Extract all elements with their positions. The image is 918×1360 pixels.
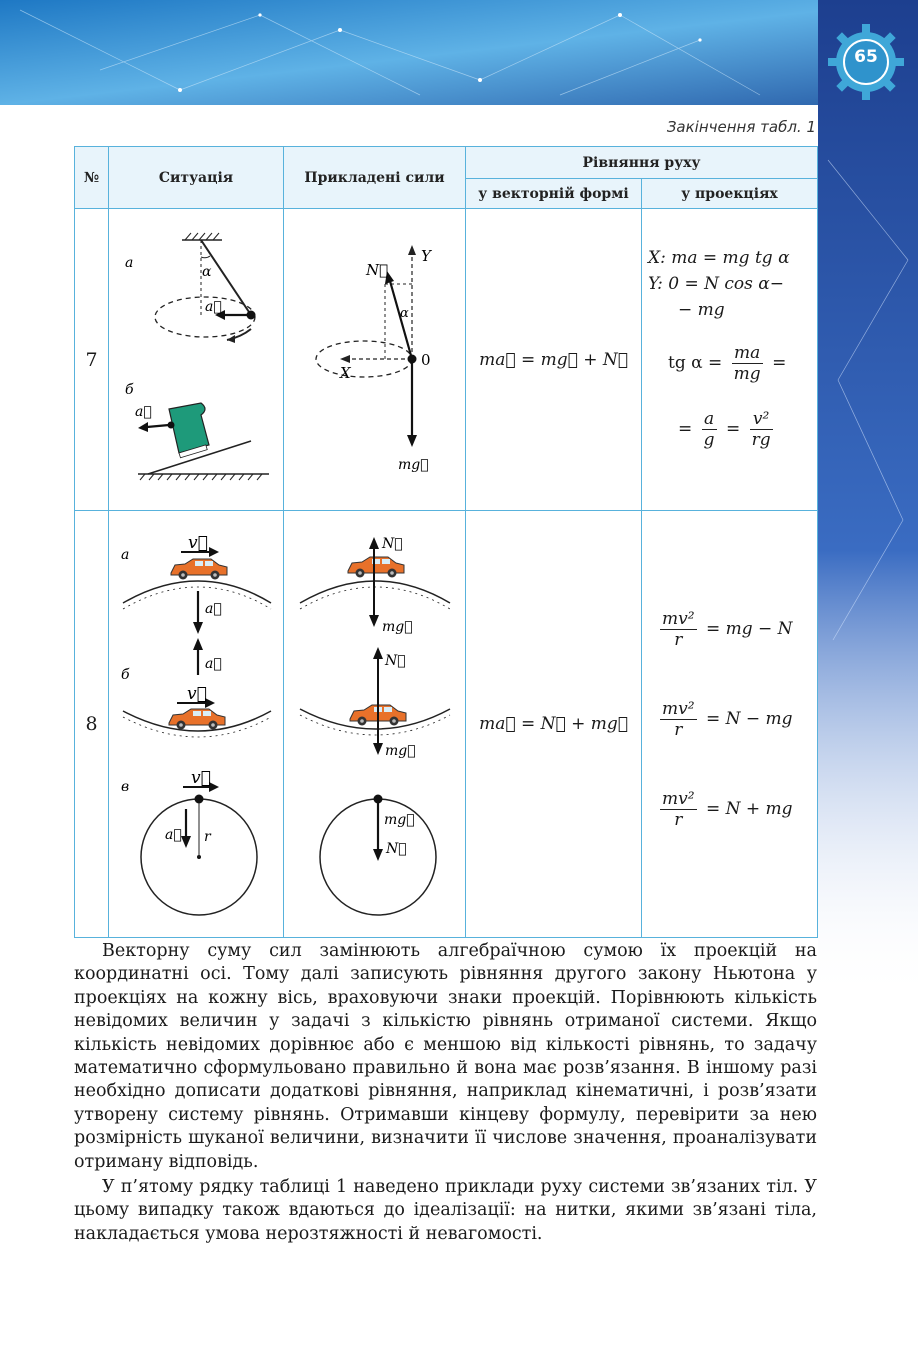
equals-sign: = bbox=[678, 419, 693, 439]
forces-diagram-8 bbox=[284, 511, 466, 933]
velocity-symbol: v⃗ bbox=[191, 768, 211, 788]
forces-cell bbox=[284, 511, 466, 938]
table-row bbox=[75, 209, 818, 511]
label-a: а bbox=[125, 255, 134, 271]
alpha-force-symbol: α bbox=[400, 306, 409, 321]
header-forces: Прикладені сили bbox=[284, 147, 466, 209]
projection-cell-8 bbox=[642, 511, 818, 938]
header-vector-form: у векторній формі bbox=[466, 179, 642, 209]
radius-symbol: r bbox=[204, 829, 211, 845]
proj-eq-loop: $\frac{\text{mv²}}{r}$ = N + mg bbox=[662, 789, 793, 830]
motion-table bbox=[74, 146, 818, 938]
car-icon bbox=[348, 557, 404, 578]
label-c: в bbox=[121, 779, 130, 795]
header-situation: Ситуація bbox=[109, 147, 284, 209]
paragraph: Векторну суму сил замінюють алгебраїчною сумою їх проекцій на координатні осі. Тому далі записують рівняння другого закону Ньютона у проекціях на кожну вісь, враховуючи знаки проекцій. Порівнюють кількість невідомих величин у задачі з кількістю рівнянь отриманої системи. Якщо кількість невідомих дорівнює або є меншою від кількості рівнянь, то задачу математично сформульовано правильно й вона має розв’язання. В іншому разі необхідно дописати додаткові рівняння, наприклад кінематичні, і розв’язати утворену систему рівнянь. Отримавши кінцеву формулу, перевірити за нею розмірність шуканої величини, визначити її числове значення, проаналізувати отриману відповідь. bbox=[74, 941, 817, 1172]
alpha-symbol: α bbox=[202, 264, 212, 280]
force-n-label: N⃗ bbox=[382, 536, 403, 552]
proj-y-eq-cont: − mg bbox=[678, 300, 725, 320]
force-n-label: N⃗ bbox=[386, 841, 407, 857]
accel-symbol-b: a⃗ bbox=[135, 404, 152, 420]
vector-equation-7: ma⃗ = mg⃗ + N⃗ bbox=[466, 209, 642, 511]
header-banner bbox=[0, 0, 918, 120]
accel-symbol-a: a⃗ bbox=[205, 299, 222, 315]
paragraph: У п’ятому рядку таблиці 1 наведено приклади руху системи зв’язаних тіл. У цьому випадку також вдаються до ідеалізації: на нитки, якими зв’язані тіла, накладається умова нерозтяжності й невагомості. bbox=[74, 1177, 817, 1244]
velocity-symbol: v⃗ bbox=[188, 533, 208, 553]
force-mg-label: mg⃗ bbox=[398, 457, 429, 473]
body-text bbox=[74, 940, 817, 1246]
proj-eq-concave: $\frac{\text{mv²}}{r}$ = N − mg bbox=[662, 699, 793, 740]
projection-cell-7 bbox=[642, 209, 818, 511]
label-a: а bbox=[121, 547, 130, 563]
label-b: б bbox=[121, 667, 130, 683]
vector-equation-8: ma⃗ = N⃗ + mg⃗ bbox=[466, 511, 642, 938]
velocity-symbol: v⃗ bbox=[187, 684, 207, 704]
car-icon bbox=[169, 709, 225, 730]
origin-label: 0 bbox=[421, 351, 431, 369]
force-mg-label: mg⃗ bbox=[382, 619, 413, 635]
table-continuation-caption: Закінчення табл. 1 bbox=[666, 118, 816, 136]
situation-cell bbox=[109, 209, 284, 511]
sliding-block bbox=[169, 403, 209, 458]
fraction-ma-mg: $\frac{ma}{mg}$ bbox=[733, 343, 761, 384]
force-n-label: N⃗ bbox=[385, 653, 406, 669]
equals-sign: = bbox=[772, 353, 787, 373]
axis-y-label: Y bbox=[421, 247, 431, 265]
force-n-label: N⃗ bbox=[366, 261, 389, 279]
fraction-a-g: $\frac{a}{g}$ bbox=[703, 409, 715, 450]
forces-diagram-7 bbox=[284, 209, 466, 506]
header-projections: у проекціях bbox=[642, 179, 818, 209]
accel-symbol: a⃗ bbox=[205, 601, 222, 617]
row-number: 8 bbox=[75, 511, 109, 938]
accel-symbol: a⃗ bbox=[205, 656, 222, 672]
label-b: б bbox=[125, 382, 134, 398]
situation-diagram-7 bbox=[109, 209, 284, 506]
page-number: 65 bbox=[854, 47, 878, 67]
proj-x-eq: X: ma = mg tg α bbox=[648, 248, 790, 268]
header-equations: Рівняння руху bbox=[466, 147, 818, 179]
proj-eq-convex: $\frac{\text{mv²}}{r}$ = mg − N bbox=[662, 609, 793, 650]
table-row bbox=[75, 511, 818, 938]
fraction-v2-rg: $\frac{\text{v²}}{rg}$ bbox=[751, 409, 771, 450]
situation-diagram-8 bbox=[109, 511, 284, 933]
car-icon bbox=[171, 559, 227, 580]
force-mg-label: mg⃗ bbox=[384, 812, 415, 828]
proj-y-eq: Y: 0 = N cos α− bbox=[648, 274, 785, 294]
equals-sign: = bbox=[725, 419, 741, 439]
force-mg-label: mg⃗ bbox=[385, 743, 416, 759]
situation-cell bbox=[109, 511, 284, 938]
accel-symbol: a⃗ bbox=[165, 827, 182, 843]
header-num: № bbox=[75, 147, 109, 209]
tg-lhs: tg α = bbox=[668, 353, 723, 373]
axis-x-label: X bbox=[340, 364, 351, 382]
forces-cell bbox=[284, 209, 466, 511]
row-number: 7 bbox=[75, 209, 109, 511]
side-decoration bbox=[818, 0, 918, 1000]
